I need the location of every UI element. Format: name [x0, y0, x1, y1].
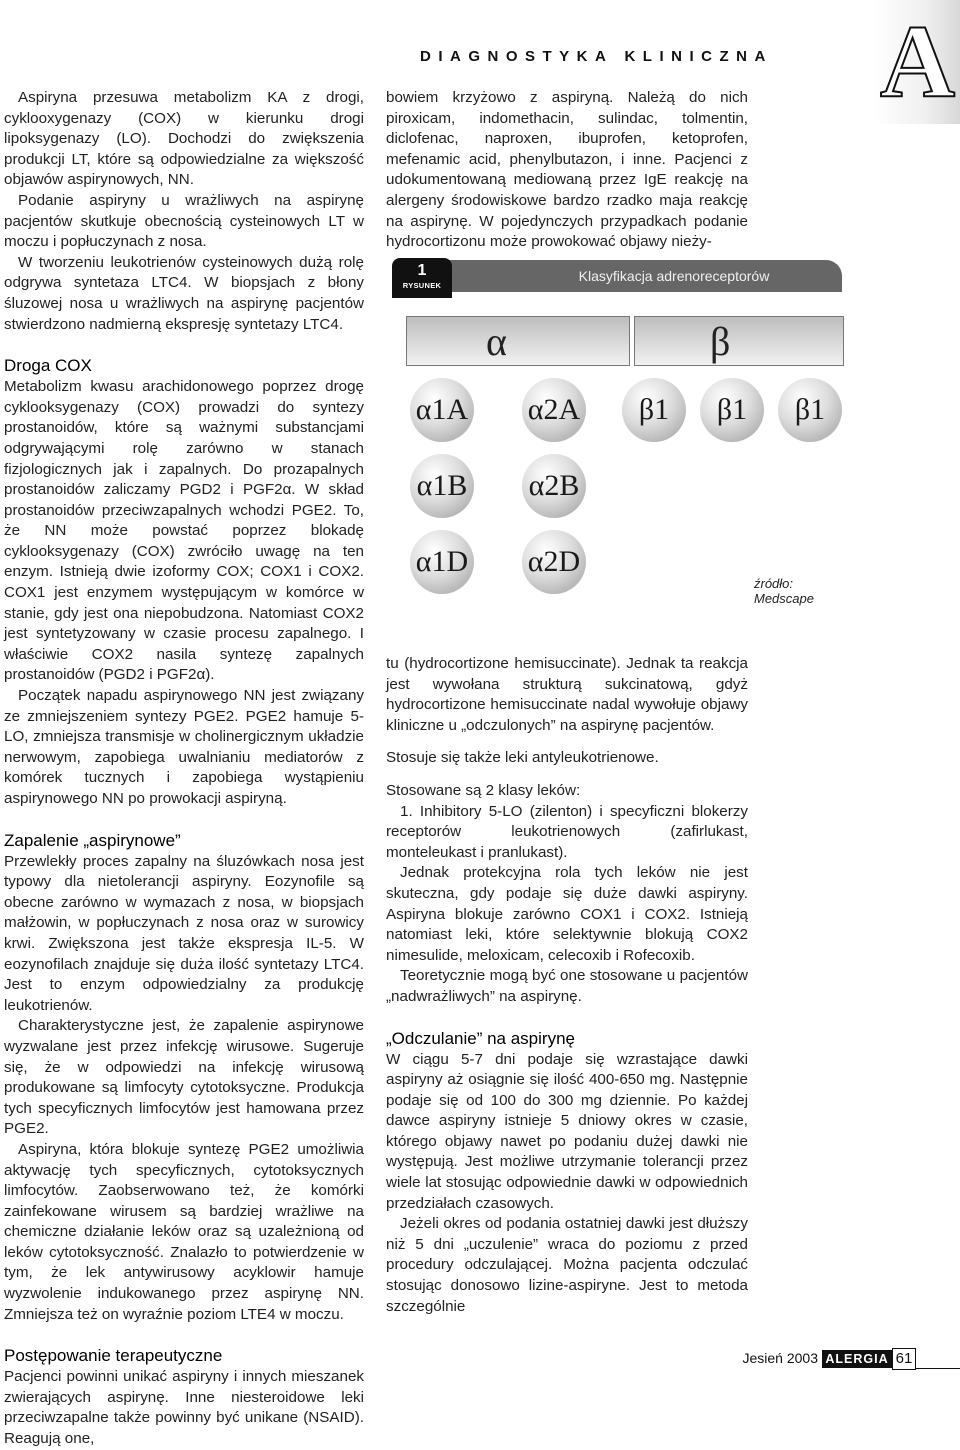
receptor-circle: [700, 378, 764, 442]
figure-source: źródło: Medscape: [754, 576, 814, 606]
paragraph: Charakterystyczne jest, że zapalenie aspirynowe wyzwalane jest przez infekcję wirusowe. Sugeruje się, że w odpowiedzi na infekcję wirusową produkowane są limfocyty cytotoksyczne. Produkcja tych specyficznych limfocytów jest hamowana przez PGE2.: [4, 1017, 364, 1138]
paragraph: Przewlekły proces zapalny na śluzówkach nosa jest typowy dla nietolerancji aspiryny. Eozynofile są obecne zarówno w wymazach z nosa, w biopsjach małżowin, w popłuczynach z nosa oraz w surowicy krwi. Zwiększona jest także ekspresja IL-5. W eozynofilach znajduje się duża ilość syntetazy LTC4. Jest to enzym odpowiedzialny za produkcję leukotrienów.: [4, 852, 364, 1014]
page-number: 61: [892, 1348, 916, 1370]
receptor-label: α1D: [415, 545, 469, 578]
receptor-circle: [410, 378, 474, 442]
left-column: [4, 88, 364, 1450]
receptor-label: α2D: [527, 545, 581, 578]
receptor-label: α1B: [416, 469, 468, 502]
figure-badge: [392, 258, 452, 298]
beta-header: β: [710, 319, 731, 364]
figure-number: 1: [417, 262, 427, 279]
paragraph: Stosowane są 2 klasy leków:: [386, 781, 581, 799]
right-column-top: [386, 88, 748, 253]
figure-title: Klasyfikacja adrenoreceptorów: [578, 268, 770, 284]
receptor-label: β1: [638, 393, 670, 426]
receptor-circle: [778, 378, 842, 442]
magazine-name: ALERGIA: [822, 1350, 892, 1368]
paragraph: Teoretycznie mogą być one stosowane u pacjentów „nadwrażliwych” na aspirynę.: [386, 967, 748, 1005]
receptor-label: α2B: [528, 469, 580, 502]
heading-cox: Droga COX: [4, 356, 92, 376]
figure-label: RYSUNEK: [402, 281, 442, 290]
receptor-circle: [522, 530, 586, 594]
footer-rule: [916, 1368, 960, 1369]
paragraph: W tworzeniu leukotrienów cysteinowych dużą rolę odgrywa syntetaza LTC4. W biopsjach z błony śluzowej nosa u wrażliwych na aspirynę pacjentów stwierdzono nadmierną ekspresję syntetazy LTC4.: [4, 253, 364, 333]
paragraph: bowiem krzyżowo z aspiryną. Należą do nich piroxicam, indomethacin, sulindac, tolmentin, diclofenac, naproxen, ibuprofen, ketoprofen, mefenamic acid, phenylbutazon, i inne. Pacjenci z udokumentowaną mediowaną przez IgE reakcję na alergeny środowiskowe bardzo rzadko maja reakcję na aspirynę. W pojedynczych przypadkach podanie hydrocortizonu może prowokować objawy nieży-: [386, 89, 748, 251]
heading-postepowanie: Postępowanie terapeutyczne: [4, 1346, 223, 1366]
alpha-header-box: [406, 316, 630, 366]
receptor-label: β1: [716, 393, 748, 426]
paragraph: Metabolizm kwasu arachidonowego poprzez drogę cyklooksygenazy (COX) prowadzi do syntezy prostanoidów, które są ważnymi substancjami odgrywającymi rolę zarówno w stanach fizjologicznych jak i zapalnych. Do prozapalnych prostanoidów zaliczamy PGD2 i PGF2α. W skład prostanoidów przeciwzapalnych wchodzi PGE2. To, że NN może powstać poprzez blokadę cyklooksygenazy (COX) zwróciło uwagę na ten enzym. Istnieją dwie izoformy COX; COX1 i COX2. COX1 jest enzymem występującym w komórce w stanie, gdy jest ona niepobudzona. Natomiast COX2 jest syntetyzowany w czasie procesu zapalnego. I właściwie COX2 nasila syntezę zapalnych prostanoidów (PGD2 i PGF2α).: [4, 378, 364, 684]
list-item: 1. Inhibitory 5-LO (zilenton) i specyficzni blokerzy receptorów leukotrienowych (zafirlukast, monteleukast i pranlukast).: [386, 802, 748, 861]
corner-tab: [874, 0, 960, 124]
corner-letter: A: [880, 4, 956, 119]
paragraph: Jednak protekcyjna rola tych leków nie jest skuteczna, gdy podaje się duże dawki aspiryny. Aspiryna blokuje zarówno COX1 i COX2. Istnieją natomiast leki, które selektywnie blokują COX2 nimesulide, meloxicam, celecoxib i Rofecoxib.: [386, 864, 748, 964]
heading-odczulanie: „Odczulanie” na aspirynę: [386, 1028, 575, 1048]
paragraph: W ciągu 5-7 dni podaje się wzrastające dawki aspiryny aż osiągnie się ilość 400-650 mg. Następnie podaje się od 100 do 300 mg dziennie. Po każdej dawce aspiryny istnieje 5 dniowy okres w czasie, którego objawy nawet po podaniu dużej dawki nie występują. Jest możliwe utrzymanie tolerancji przez wiele lat stosując odpowiednie dawki w odpowiednich przedziałach czasowych.: [386, 1050, 748, 1212]
right-column-bottom: [386, 654, 748, 1317]
paragraph: Jeżeli okres od podania ostatniej dawki jest dłuższy niż 5 dni „uczulenie” wraca do poziomu z przed procedury odczulającej. Można pacjenta odczulać stosując donosowo lizine-aspiryne. Jest to metoda szczególnie: [386, 1215, 748, 1315]
paragraph: Pacjenci powinni unikać aspiryny i innych mieszanek zwierających aspirynę. Inne niesteroidowe leki przeciwzapalne także powinny być unikane (NSAID). Reagują one,: [4, 1368, 364, 1448]
section-header: DIAGNOSTYKA KLINICZNA: [420, 48, 773, 65]
receptor-label: α1A: [415, 393, 469, 426]
receptor-circle: [622, 378, 686, 442]
beta-header-box: [634, 316, 844, 366]
receptor-circle: [522, 378, 586, 442]
issue-date: Jesień 2003: [742, 1350, 818, 1366]
receptor-label: β1: [794, 393, 826, 426]
paragraph: Stosuje się także leki antyleukotrienowe.: [386, 749, 659, 767]
paragraph: Początek napadu aspirynowego NN jest związany ze zmniejszeniem syntezy PGE2. PGE2 hamuje 5-LO, zmniejsza transmisje w cholinergicznym układzie nerwowym, zapobiega uwalnianiu mediatorów z komórek tucznych i zapobiega wystąpieniu aspirynowego NN po prowokacji aspiryną.: [4, 687, 364, 807]
footer: [660, 1348, 960, 1370]
paragraph: Aspiryna przesuwa metabolizm KA z drogi, cyklooxygenazy (COX) w kierunku drogi lipoksygenazy (LO). Dochodzi do zwiększenia produkcji LT, które są odpowiedzialne za większość objawów aspirynowych, NN.: [4, 89, 364, 189]
heading-zapalenie: Zapalenie „aspirynowe”: [4, 830, 181, 850]
figure-adrenoreceptors: [386, 258, 848, 628]
receptor-circle: [410, 454, 474, 518]
receptor-circle: [522, 454, 586, 518]
receptor-label: α2A: [527, 393, 581, 426]
receptor-circle: [410, 530, 474, 594]
paragraph: tu (hydrocortizone hemisuccinate). Jednak ta reakcja jest wywołana strukturą sukcinatową, gdyż hydrocortizone hemisuccinate nadal wywołuje objawy kliniczne u „odczulonych” na aspirynę pacjentów.: [386, 655, 748, 734]
alpha-header: α: [486, 319, 507, 364]
paragraph: Podanie aspiryny u wrażliwych na aspirynę pacjentów skutkuje obecnością cysteinowych LT w moczu i popłuczynach z nosa.: [4, 191, 364, 251]
paragraph: Aspiryna, która blokuje syntezę PGE2 umożliwia aktywację tych specyficznych, cytotoksycznych limfocytów. Zaobserwowano też, że komórki zainfekowane wirusem są bardziej wrażliwe na chemiczne działanie leków oraz są uzależnioną od leków cytotoksyczność. Znalazło to potwierdzenie w tym, że lek antywirusowy acyklowir hamuje wyzwolenie indukowanego przez aspirynę NN. Zmniejsza też on wyraźnie poziom LTE4 w moczu.: [4, 1140, 364, 1323]
